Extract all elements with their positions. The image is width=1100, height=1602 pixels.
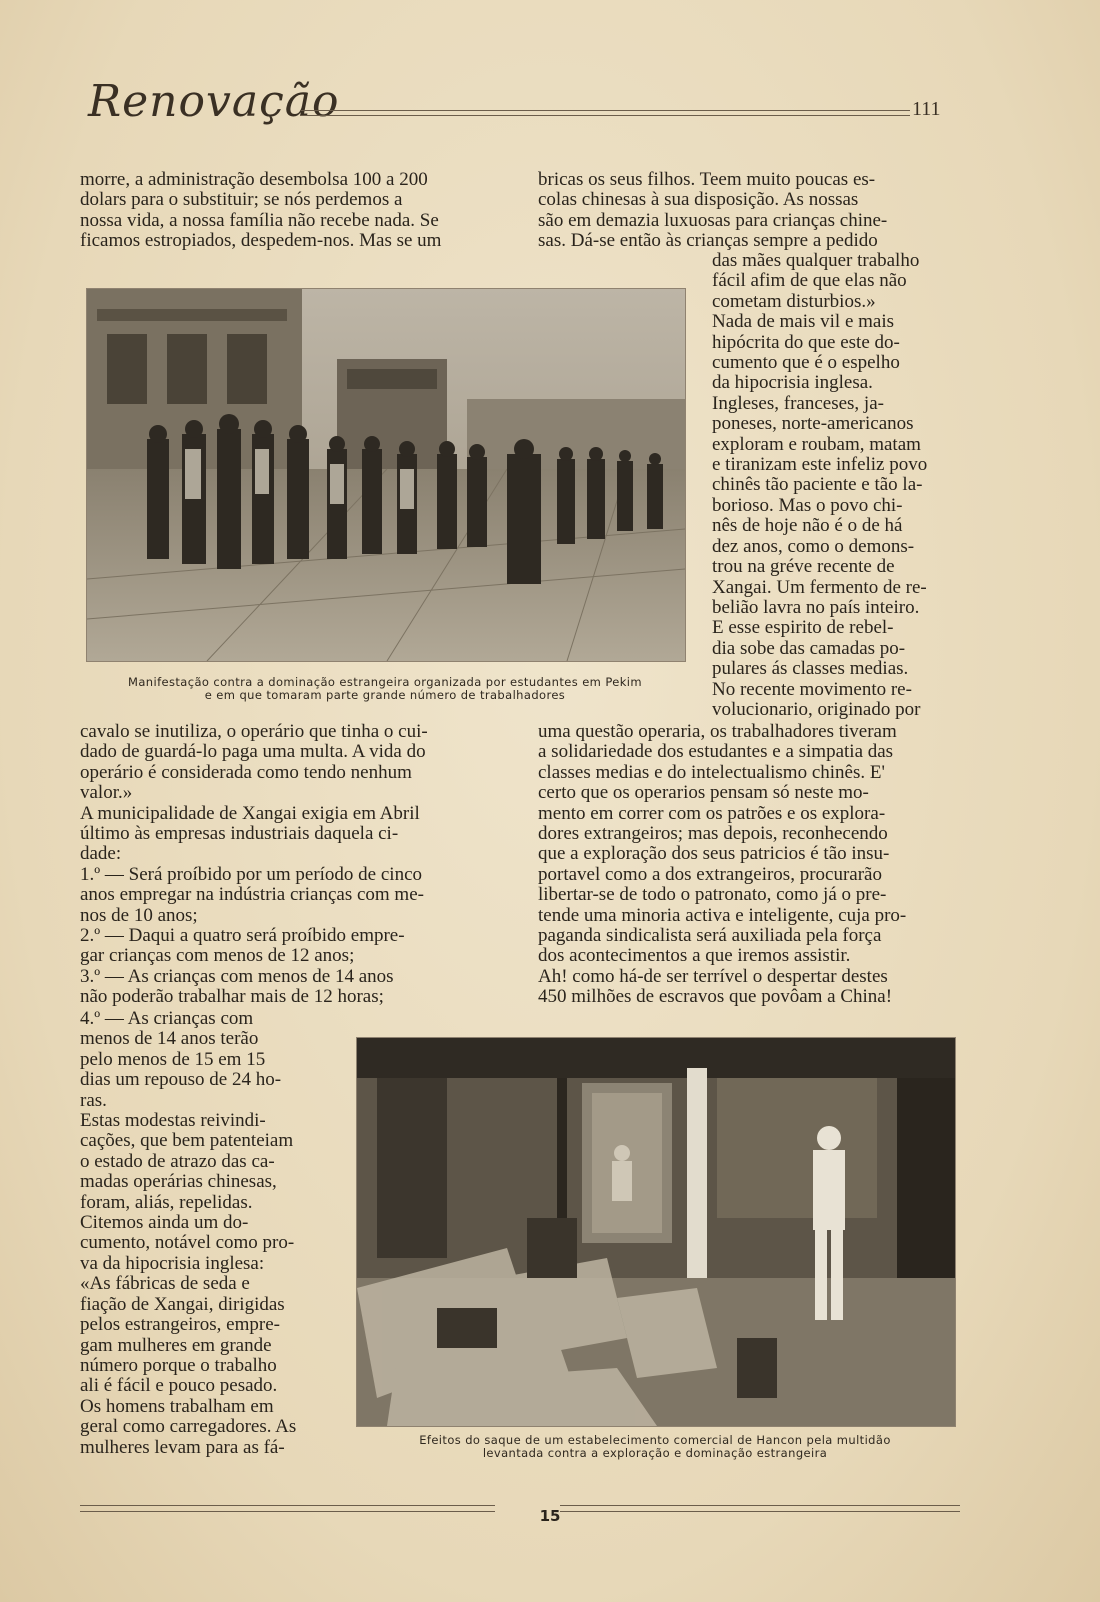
left-column-narrow-text: 4.º — As crianças com menos de 14 anos terão pelo menos de 15 em 15 dias um repouso de 24 ho- ras. Estas modestas reivindi- cações, que bem patenteiam o estado de atrazo das ca- madas operárias chinesas, foram, aliás, repelidas. Citemos ainda um do- cumento, notável como pro- va da hipocrisia inglesa: «As fábricas de seda e fiação de Xangai, dirigidas pelos estrangeiros, empre- gam mulheres em grande número porque o trabalho ali é fácil e pouco pesado. Os homens trabalham em geral como carregadores. As mulheres levam para as fá- [80, 1008, 297, 1458]
masthead-logo: Renovação [88, 76, 340, 127]
right-column-middle-text: uma questão operaria, os trabalhadores tiveram a solidariedade dos estudantes e a simpatia das classes medias e do intelectualismo chinês. E' certo que os operarios pensam só neste mo- mento em correr com os patrões e os explora- dores extrangeiros; mas depois, reconhecendo que a exploração dos seus patricios é tão insu- portavel como a dos extrangeiros, procurarão libertar-se de todo o patronato, como já o pre- tende uma minoria activa e inteligente, cuja pro- paganda sindicalista será auxiliada pela força dos acontecimentos a que iremos assistir. Ah! como há-de ser terrível o despertar destes 450 milhões de escravos que povôam a China! [538, 721, 907, 1008]
bottom-photo-caption: Efeitos do saque de um estabelecimento comercial de Hancon pela multidão levantada contra a exploração e dominação estrangeira [419, 1433, 891, 1460]
looted-shop-photo [356, 1037, 956, 1427]
right-column-top-text: bricas os seus filhos. Teem muito poucas es- colas chinesas à sua disposição. As nossas são em demazia luxuosas para crianças chine- sas. Dá-se então às crianças sempre a pedido [538, 169, 888, 252]
left-column-top-text: morre, a administração desembolsa 100 a 200 dolars para o substituir; se nós perdemos a nossa vida, a nossa família não recebe nada. Se ficamos estropiados, despedem-nos. Mas se um [80, 169, 442, 252]
page-number-bottom: 15 [539, 1507, 561, 1525]
page-number-top: 111 [912, 98, 941, 120]
top-photo-caption: Manifestação contra a dominação estrangeira organizada por estudantes em Pekim e em que tomaram parte grande número de trabalhadores [128, 675, 642, 702]
demonstration-photo [86, 288, 686, 662]
right-column-narrow-text: das mães qualquer trabalho fácil afim de que elas não cometam disturbios.» Nada de mais vil e mais hipócrita do que este do- cumento que é o espelho da hipocrisia inglesa. Ingleses, franceses, ja- poneses, norte-americanos exploram e roubam, matam e tiranizam este infeliz povo chinês tão paciente e tão la- borioso. Mas o povo chi- nês de hoje não é o de há dez anos, como o demons- trou na gréve recente de Xangai. Um fermento de re- belião lavra no país inteiro. E esse espirito de rebel- dia sobe das camadas po- pulares ás classes medias. No recente movimento re- volucionario, originado por [712, 250, 928, 720]
masthead-rule [300, 110, 910, 116]
left-column-middle-text: cavalo se inutiliza, o operário que tinha o cui- dado de guardá-lo paga uma multa. A vida do operário é considerada como tendo nenhum valor.» A municipalidade de Xangai exigia em Abril último às empresas industriais daquela ci- dade: 1.º — Será proíbido por um período de cinco anos empregar na indústria crianças com me- nos de 10 anos; 2.º — Daqui a quatro será proíbido empre- gar crianças com menos de 12 anos; 3.º — As crianças com menos de 14 anos não poderão trabalhar mais de 12 horas; [80, 721, 428, 1008]
